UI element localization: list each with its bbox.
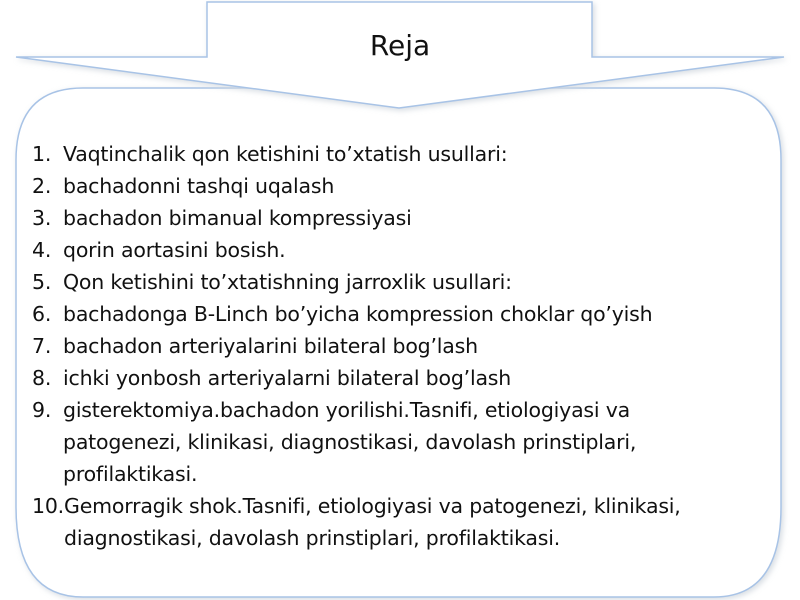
list-item (32, 330, 752, 362)
list-item (32, 234, 752, 266)
list-item-number: 3. (32, 206, 52, 230)
list-item-number: 4. (32, 238, 52, 262)
list-item-text: bachadon arteriyalarini bilateral bog’lash (63, 334, 478, 358)
list-item-text: qorin aortasini bosish. (63, 238, 286, 262)
list-item-number: 10. (32, 494, 65, 518)
list-item-text: bachadon bimanual kompressiyasi (63, 206, 412, 230)
list-item-text: ichki yonbosh arteriyalarni bilateral bog’lash (63, 366, 512, 390)
list-item-text: bachadonga B-Linch bo’yicha kompression choklar qo’yish (63, 302, 653, 326)
list-item (32, 298, 752, 330)
slide-title: Reja (369, 29, 431, 62)
list-item-text: gisterektomiya.bachadon yorilishi.Tasnifi, etiologiyasi va patogenezi, klinikasi, diagnostikasi, davolash prinstiplari, profilaktikasi. (63, 398, 637, 486)
list-item (32, 202, 752, 234)
list-item (32, 266, 752, 298)
list-item-text: Vaqtinchalik qon ketishini to’xtatish usullari: (63, 142, 508, 166)
list-item-number: 6. (32, 302, 52, 326)
list-item-number: 9. (32, 398, 52, 422)
list-item (32, 490, 752, 554)
list-item-number: 5. (32, 270, 52, 294)
list-item-number: 1. (32, 142, 52, 166)
list-item (32, 394, 752, 490)
list-item-number: 7. (32, 334, 52, 358)
list-item (32, 138, 752, 170)
list-item-text: Qon ketishini to’xtatishning jarroxlik usullari: (63, 270, 512, 294)
list-item (32, 170, 752, 202)
list-item (32, 362, 752, 394)
outline-list (32, 138, 752, 554)
list-item-number: 8. (32, 366, 52, 390)
list-item-number: 2. (32, 174, 52, 198)
list-item-text: Gemorragik shok.Tasnifi, etiologiyasi va patogenezi, klinikasi, diagnostikasi, davolash prinstiplari, profilaktikasi. (64, 494, 681, 550)
list-item-text: bachadonni tashqi uqalash (63, 174, 335, 198)
